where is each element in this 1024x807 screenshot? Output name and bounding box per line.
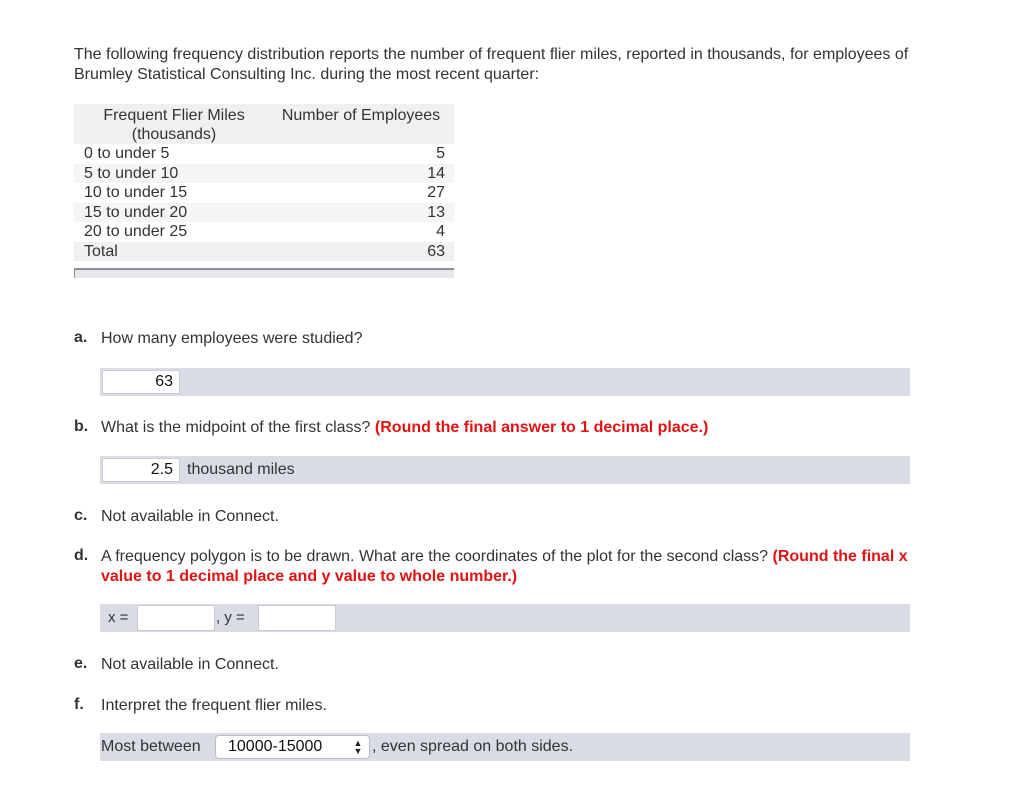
header-line-2: (thousands) [131,126,217,143]
table-total-row [74,242,454,262]
frequency-value: 5 [274,144,454,164]
answer-f-row [100,733,910,761]
table-row [74,144,454,164]
answer-b-input[interactable]: 2.5 [102,458,180,482]
frequency-value: 13 [274,203,454,223]
total-value: 63 [274,242,454,262]
x-coordinate-input[interactable] [137,605,215,631]
answer-d-row [100,604,910,632]
y-coordinate-input[interactable] [258,605,336,631]
question-e-label: e. [74,655,88,672]
answer-f-prefix: Most between [101,738,201,755]
answer-f-suffix: , even spread on both sides. [372,738,574,755]
question-b-text [101,418,921,438]
class-label: 20 to under 25 [74,222,274,242]
class-label: 10 to under 15 [74,183,274,203]
interpretation-select[interactable] [215,735,370,759]
answer-a-input[interactable]: 63 [102,370,180,394]
table-row [74,183,454,203]
question-d-text [101,547,921,587]
header-number-of-employees: Number of Employees [281,107,441,124]
question-f-label: f. [74,696,84,713]
question-e-text: Not available in Connect. [101,656,279,673]
question-b-label: b. [74,418,89,435]
answer-b-row [100,456,910,484]
question-c-text: Not available in Connect. [101,508,279,525]
frequency-value: 27 [274,183,454,203]
header-line-1: Frequent Flier Miles [103,107,245,124]
question-b-prompt: What is the midpoint of the first class? [101,419,371,436]
total-label: Total [74,242,274,262]
table-header-row [74,104,454,144]
question-d-round-note: (Round the final x value to 1 decimal place and y value to whole number.) [101,548,908,585]
question-b-round-note: (Round the final answer to 1 decimal place.) [374,419,709,436]
class-label: 15 to under 20 [74,203,274,223]
table-row [74,222,454,242]
header-frequent-flier-miles [74,104,274,144]
question-c-label: c. [74,507,88,524]
class-label: 5 to under 10 [74,164,274,184]
x-label: x = [108,609,129,626]
select-updown-arrows-icon: ▲ ▼ [353,738,363,756]
frequency-value: 4 [274,222,454,242]
question-a-label: a. [74,329,88,346]
answer-a-row [100,368,910,396]
question-d-label: d. [74,547,89,564]
question-d-prompt: A frequency polygon is to be drawn. What are the coordinates of the plot for the second class? [101,548,769,565]
interpretation-select-value: 10000-15000 [228,738,323,755]
intro-text: The following frequency distribution reports the number of frequent flier miles, reported in thousands, for employees of Brumley Statistical Consulting Inc. during the most recent quarter: [74,46,909,83]
question-f-text: Interpret the frequent flier miles. [101,697,327,714]
table-row [74,203,454,223]
question-a-text: How many employees were studied? [101,330,363,347]
table-footer-bar [74,268,454,278]
class-label: 0 to under 5 [74,144,274,164]
y-label: , y = [216,609,245,626]
frequency-value: 14 [274,164,454,184]
frequency-table [74,104,454,261]
table-row [74,164,454,184]
answer-b-unit: thousand miles [187,461,295,478]
